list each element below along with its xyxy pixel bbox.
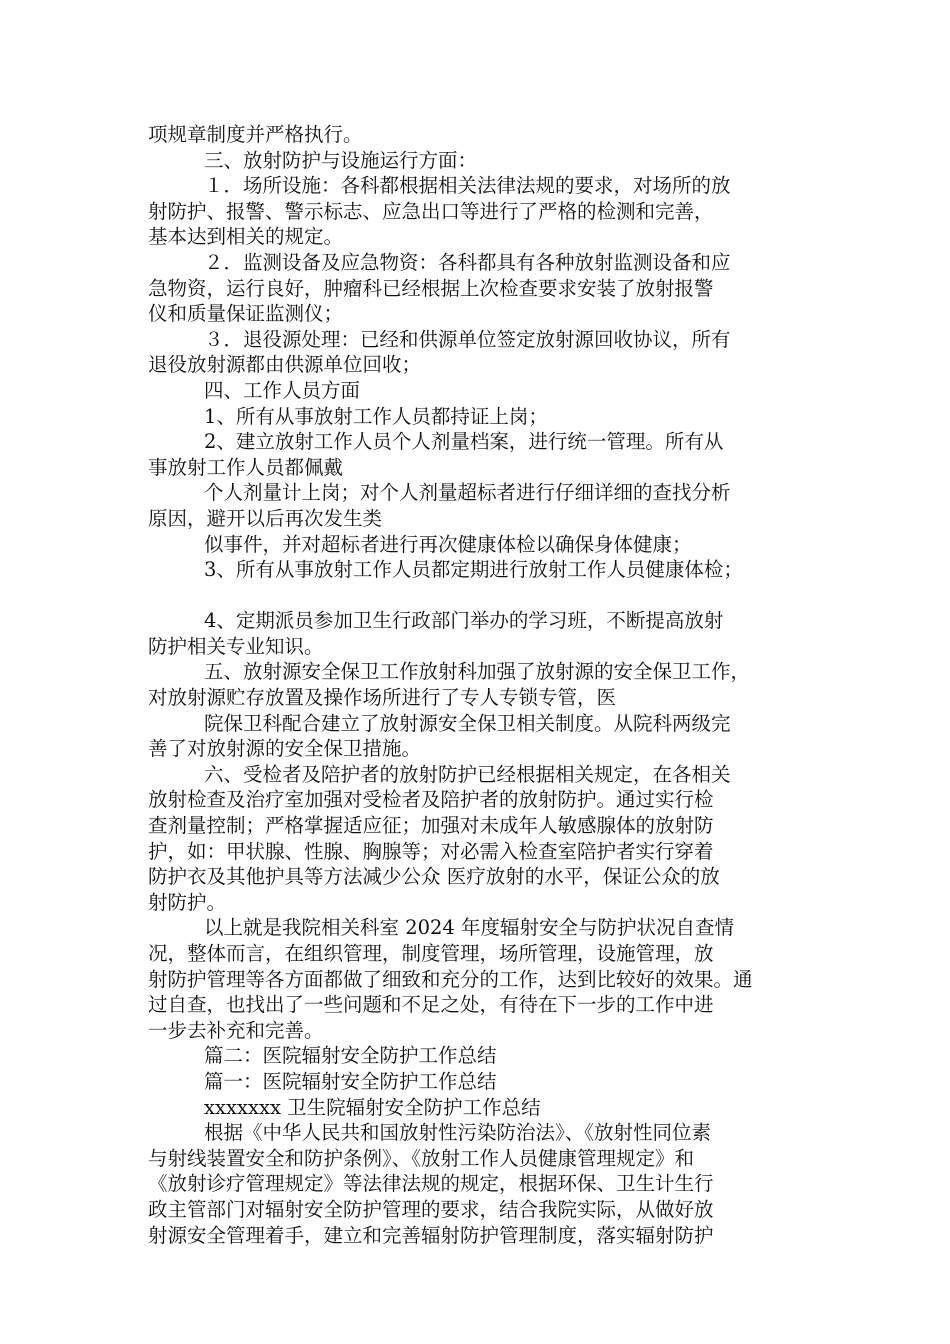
- text-line: 急物资，运行良好，肿瘤科已经根据上次检查要求安装了放射报警: [148, 276, 714, 300]
- text-line: 三、放射防护与设施运行方面：: [204, 148, 478, 172]
- text-line: 3、所有从事放射工作人员都定期进行放射工作人员健康体检；: [204, 558, 743, 582]
- text-line: xxxxxxx 卫生院辐射安全防护工作总结: [204, 1095, 541, 1119]
- text-line: 1、所有从事放射工作人员都持证上岗；: [204, 404, 548, 428]
- text-line: ２．监测设备及应急物资：各科都具有各种放射监测设备和应: [204, 250, 731, 274]
- text-line: 《放射诊疗管理规定》等法律法规的规定，根据环保、卫生计生行: [148, 1172, 714, 1196]
- text-line: 原因，避开以后再次发生类: [148, 506, 383, 530]
- text-line: 与射线装置安全和防护条例》、《放射工作人员健康管理规定》和: [148, 1146, 695, 1170]
- text-line: 似事件，并对超标者进行再次健康体检以确保身体健康；: [204, 532, 692, 556]
- text-line: 况，整体而言，在组织管理，制度管理，场所管理，设施管理，放: [148, 942, 714, 965]
- text-line: 退役放射源都由供源单位回收；: [148, 353, 422, 377]
- text-line: 4、定期派员参加卫生行政部门举办的学习班，不断提高放射: [204, 609, 724, 633]
- text-line: 放射检查及治疗室加强对受检者及陪护者的放射防护。通过实行检: [148, 788, 714, 812]
- text-line: 个人剂量计上岗；对个人剂量超标者进行仔细详细的查找分析: [204, 481, 731, 505]
- text-line: 防护相关专业知识。: [148, 634, 324, 658]
- text-line: 六、受检者及陪护者的放射防护已经根据相关规定，在各相关: [204, 762, 731, 786]
- text-line: ３．退役源处理：已经和供源单位签定放射源回收协议，所有: [204, 327, 731, 351]
- text-line: 以上就是我院相关科室 2024 年度辐射安全与防护状况自查情: [204, 916, 735, 940]
- text-line: 根据《中华人民共和国放射性污染防治法》、《放射性同位素: [204, 1121, 712, 1145]
- text-line: 射防护、报警、警示标志、应急出口等进行了严格的检测和完善，: [148, 199, 714, 223]
- text-line: 2、建立放射工作人员个人剂量档案，进行统一管理。所有从: [204, 430, 724, 454]
- text-line: 一步去补充和完善。: [148, 1018, 324, 1042]
- text-line: 政主管部门对辐射安全防护管理的要求，结合我院实际，从做好放: [148, 1197, 714, 1221]
- document-body: [148, 122, 818, 1248]
- text-line: 护，如：甲状腺、性腺、胸腺等；对必需入检查室陪护者实行穿着: [148, 839, 714, 863]
- text-line: 项规章制度并严格执行。: [148, 123, 363, 146]
- text-line: 防护衣及其他护具等方法减少公众 医疗放射的水平，保证公众的放: [148, 865, 720, 889]
- text-line: 事放射工作人员都佩戴: [148, 455, 344, 479]
- text-line: 篇一：医院辐射安全防护工作总结: [204, 1069, 497, 1093]
- blank-line: [148, 583, 818, 609]
- text-line: 篇二：医院辐射安全防护工作总结: [204, 1044, 497, 1068]
- text-line: 射防护。: [148, 890, 227, 914]
- text-line: 五、放射源安全保卫工作放射科加强了放射源的安全保卫工作，: [204, 660, 751, 684]
- text-line: 院保卫科配合建立了放射源安全保卫相关制度。从院科两级完: [204, 711, 731, 735]
- text-line: 仪和质量保证监测仪；: [148, 302, 344, 326]
- text-line: 射源安全管理着手，建立和完善辐射防护管理制度，落实辐射防护: [148, 1223, 714, 1247]
- text-line: 基本达到相关的规定。: [148, 225, 344, 249]
- text-line: 对放射源贮存放置及操作场所进行了专人专锁专管，医: [148, 686, 617, 710]
- text-line: １．场所设施：各科都根据相关法律法规的要求，对场所的放: [204, 174, 731, 198]
- text-line: 射防护管理等各方面都做了细致和充分的工作，达到比较好的效果。通: [148, 967, 753, 991]
- text-line: 查剂量控制；严格掌握适应征；加强对未成年人敏感腺体的放射防: [148, 814, 714, 838]
- text-line: 善了对放射源的安全保卫措施。: [148, 737, 422, 761]
- text-line: 四、工作人员方面: [204, 378, 361, 402]
- text-line: 过自查，也找出了一些问题和不足之处，有待在下一步的工作中进: [148, 993, 714, 1017]
